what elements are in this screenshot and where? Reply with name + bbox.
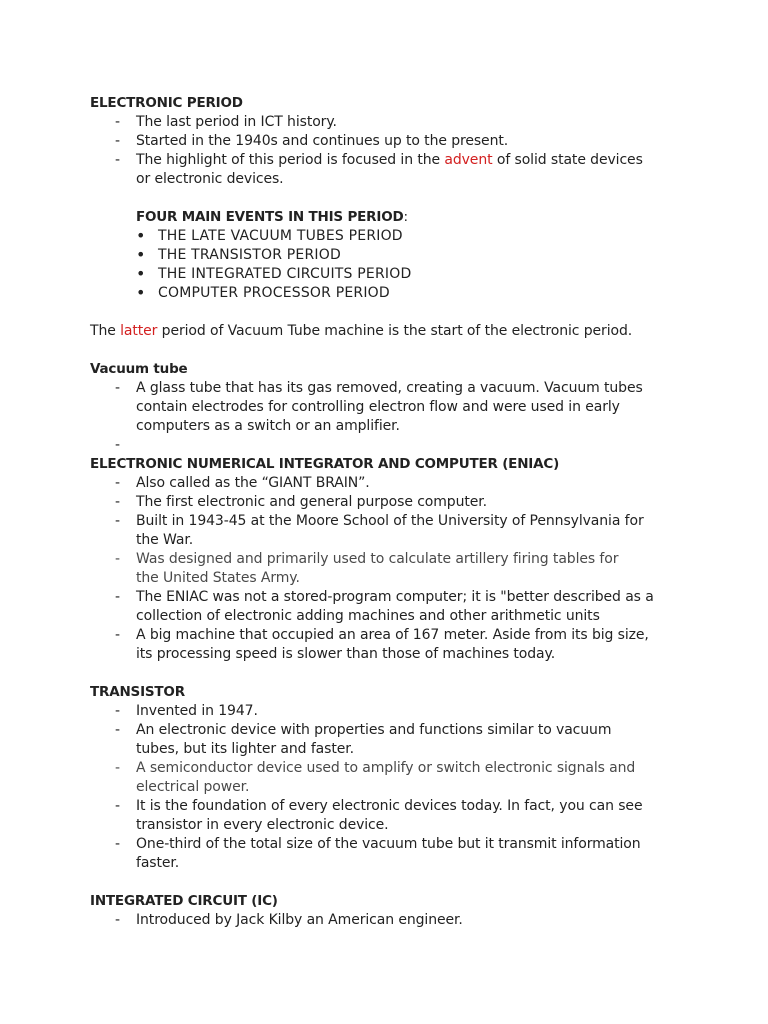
dash-marker: -	[115, 722, 121, 738]
dash-marker: -	[115, 380, 121, 396]
dash-marker: -	[115, 836, 121, 852]
section-heading-vacuum-tube: Vacuum tube	[90, 361, 188, 377]
dash-marker: -	[115, 703, 121, 719]
list-item-continuation: computers as a switch or an amplifier.	[136, 418, 400, 434]
dash-marker: -	[115, 798, 121, 814]
text-run: The	[90, 323, 121, 339]
list-item: The last period in ICT history.	[136, 114, 337, 130]
list-item-continuation: electrical power.	[136, 779, 250, 795]
section-heading-transistor: TRANSISTOR	[90, 684, 185, 700]
paragraph-latter	[90, 322, 632, 340]
dash-marker: -	[115, 551, 121, 567]
list-item-continuation: transistor in every electronic device.	[136, 817, 389, 833]
dash-marker: -	[115, 513, 121, 529]
list-item: The ENIAC was not a stored-program computer; it is "better described as a	[136, 589, 654, 605]
list-item: Started in the 1940s and continues up to the present.	[136, 133, 509, 149]
list-item: Invented in 1947.	[136, 703, 258, 719]
list-item-continuation: tubes, but its lighter and faster.	[136, 741, 354, 757]
list-item: A glass tube that has its gas removed, creating a vacuum. Vacuum tubes	[136, 380, 643, 396]
list-item-continuation: its processing speed is slower than those of machines today.	[136, 646, 556, 662]
list-item-continuation: faster.	[136, 855, 180, 871]
dash-marker: -	[115, 589, 121, 605]
list-item: Introduced by Jack Kilby an American engineer.	[136, 912, 463, 928]
text-run: of solid state devices	[492, 152, 643, 168]
dash-marker: -	[115, 494, 121, 510]
list-item-continuation: contain electrodes for controlling electron flow and were used in early	[136, 399, 620, 415]
text-run: period of Vacuum Tube machine is the start of the electronic period.	[157, 323, 633, 339]
dash-marker: -	[115, 133, 121, 149]
dash-marker-empty: -	[115, 437, 121, 453]
subheading-four-main-events	[136, 208, 408, 226]
list-item: One-third of the total size of the vacuum tube but it transmit information	[136, 836, 641, 852]
list-item-continuation: or electronic devices.	[136, 171, 284, 187]
subheading-text: FOUR MAIN EVENTS IN THIS PERIOD	[136, 209, 404, 225]
list-item: An electronic device with properties and functions similar to vacuum	[136, 722, 612, 738]
event-item: THE TRANSISTOR PERIOD	[158, 247, 341, 263]
list-item: It is the foundation of every electronic devices today. In fact, you can see	[136, 798, 643, 814]
dash-marker: -	[115, 912, 121, 928]
list-item-continuation: the United States Army.	[136, 570, 300, 586]
bullet-marker: •	[136, 245, 146, 264]
section-heading-electronic-period: ELECTRONIC PERIOD	[90, 95, 243, 111]
list-item: The first electronic and general purpose computer.	[136, 494, 487, 510]
list-item: Built in 1943-45 at the Moore School of the University of Pennsylvania for	[136, 513, 644, 529]
dash-marker: -	[115, 760, 121, 776]
event-item: THE LATE VACUUM TUBES PERIOD	[158, 228, 403, 244]
list-item: Was designed and primarily used to calculate artillery firing tables for	[136, 551, 619, 567]
bullet-marker: •	[136, 226, 146, 245]
section-heading-eniac: ELECTRONIC NUMERICAL INTEGRATOR AND COMPUTER (ENIAC)	[90, 456, 560, 472]
bullet-marker: •	[136, 283, 146, 302]
list-item: Also called as the “GIANT BRAIN”.	[136, 475, 370, 491]
highlighted-word-latter: latter	[120, 323, 158, 339]
dash-marker: -	[115, 114, 121, 130]
list-item-continuation: collection of electronic adding machines and other arithmetic units	[136, 608, 600, 624]
text-run: The highlight of this period is focused in the	[136, 152, 445, 168]
dash-marker: -	[115, 627, 121, 643]
dash-marker: -	[115, 152, 121, 168]
list-item: A big machine that occupied an area of 167 meter. Aside from its big size,	[136, 627, 649, 643]
list-item: A semiconductor device used to amplify or switch electronic signals and	[136, 760, 636, 776]
event-item: THE INTEGRATED CIRCUITS PERIOD	[158, 266, 412, 282]
event-item: COMPUTER PROCESSOR PERIOD	[158, 285, 390, 301]
section-heading-integrated-circuit: INTEGRATED CIRCUIT (IC)	[90, 893, 278, 909]
bullet-marker: •	[136, 264, 146, 283]
highlighted-word-advent: advent	[444, 152, 493, 168]
subheading-colon: :	[403, 209, 408, 225]
dash-marker: -	[115, 475, 121, 491]
list-item-continuation: the War.	[136, 532, 194, 548]
list-item-highlight	[136, 151, 643, 169]
